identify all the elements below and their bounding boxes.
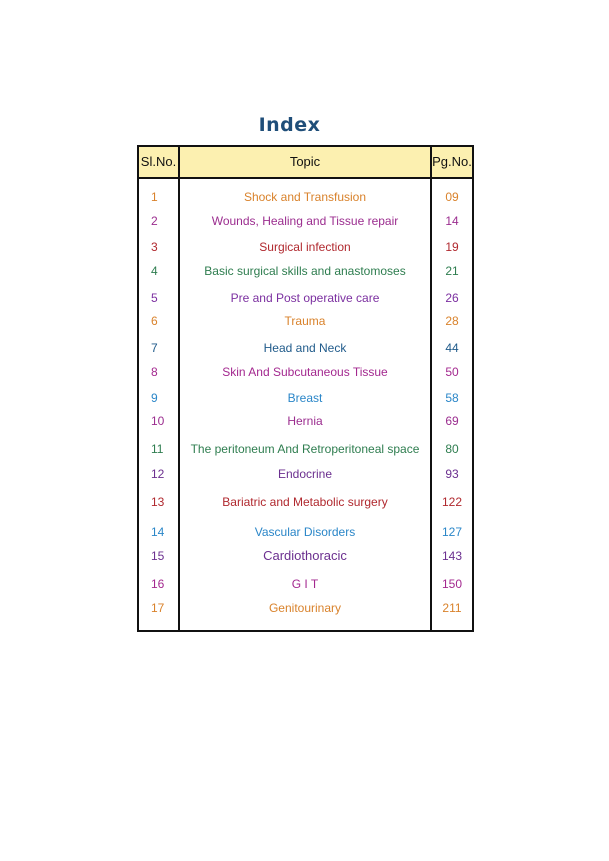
row-page-no: 44	[445, 341, 459, 355]
row-page-no: 58	[445, 391, 459, 405]
row-sl-no: 14	[151, 525, 165, 539]
row-topic: Head and Neck	[263, 341, 347, 355]
row-sl-no: 4	[151, 264, 158, 278]
table-row	[139, 522, 472, 542]
row-sl-no: 10	[151, 414, 165, 428]
row-sl-no: 6	[151, 314, 158, 328]
row-page-no: 122	[441, 495, 463, 509]
row-topic: Trauma	[284, 314, 326, 328]
row-topic: Cardiothoracic	[263, 548, 347, 563]
row-page-no: 09	[445, 190, 459, 204]
row-page-no: 14	[445, 214, 459, 228]
row-sl-no: 16	[151, 577, 165, 591]
row-page-no: 50	[445, 365, 459, 379]
table-header	[139, 147, 472, 179]
table-row	[139, 439, 472, 459]
table-row	[139, 211, 472, 231]
row-topic: The peritoneum And Retroperitoneal space	[190, 442, 420, 456]
table-row	[139, 574, 472, 594]
row-topic: Basic surgical skills and anastomoses	[204, 264, 406, 278]
row-topic: Wounds, Healing and Tissue repair	[211, 214, 399, 228]
row-sl-no: 5	[151, 291, 158, 305]
table-row	[139, 237, 472, 257]
row-sl-no: 9	[151, 391, 158, 405]
row-topic: Endocrine	[277, 467, 333, 481]
row-topic: Vascular Disorders	[254, 525, 356, 539]
row-sl-no: 11	[151, 442, 164, 456]
row-page-no: 211	[442, 601, 462, 615]
table-row	[139, 288, 472, 308]
table-row	[139, 598, 472, 618]
table-row	[139, 261, 472, 281]
row-topic: Skin And Subcutaneous Tissue	[222, 365, 388, 379]
row-topic: Pre and Post operative care	[230, 291, 380, 305]
table-row	[139, 362, 472, 382]
table-row	[139, 546, 472, 566]
row-sl-no: 8	[151, 365, 158, 379]
row-sl-no: 17	[151, 601, 165, 615]
row-page-no: 143	[441, 549, 463, 563]
row-sl-no: 13	[151, 495, 165, 509]
row-topic: Breast	[287, 391, 323, 405]
header-pg-no: Pg.No.	[432, 154, 472, 169]
index-title: Index	[258, 114, 321, 136]
row-page-no: 28	[445, 314, 459, 328]
row-page-no: 127	[441, 525, 463, 539]
row-page-no: 26	[445, 291, 459, 305]
row-page-no: 93	[445, 467, 459, 481]
row-sl-no: 1	[151, 190, 158, 204]
row-topic: Bariatric and Metabolic surgery	[222, 495, 388, 509]
table-row	[139, 388, 472, 408]
row-topic: G I T	[291, 577, 319, 591]
row-topic: Genitourinary	[268, 601, 342, 615]
row-sl-no: 7	[151, 341, 158, 355]
table-row	[139, 338, 472, 358]
header-topic: Topic	[289, 154, 321, 169]
table-row	[139, 464, 472, 484]
table-row	[139, 492, 472, 512]
row-sl-no: 15	[151, 549, 165, 563]
row-page-no: 69	[445, 414, 459, 428]
row-page-no: 21	[445, 264, 459, 278]
row-page-no: 19	[445, 240, 459, 254]
row-page-no: 80	[445, 442, 459, 456]
row-topic: Hernia	[287, 414, 323, 428]
table-row	[139, 311, 472, 331]
row-sl-no: 2	[151, 214, 158, 228]
table-row	[139, 187, 472, 207]
row-topic: Shock and Transfusion	[243, 190, 367, 204]
row-sl-no: 3	[151, 240, 158, 254]
row-page-no: 150	[441, 577, 463, 591]
header-sl-no: Sl.No.	[140, 154, 177, 169]
row-sl-no: 12	[151, 467, 165, 481]
table-row	[139, 411, 472, 431]
row-topic: Surgical infection	[259, 240, 351, 254]
index-table	[137, 145, 474, 632]
